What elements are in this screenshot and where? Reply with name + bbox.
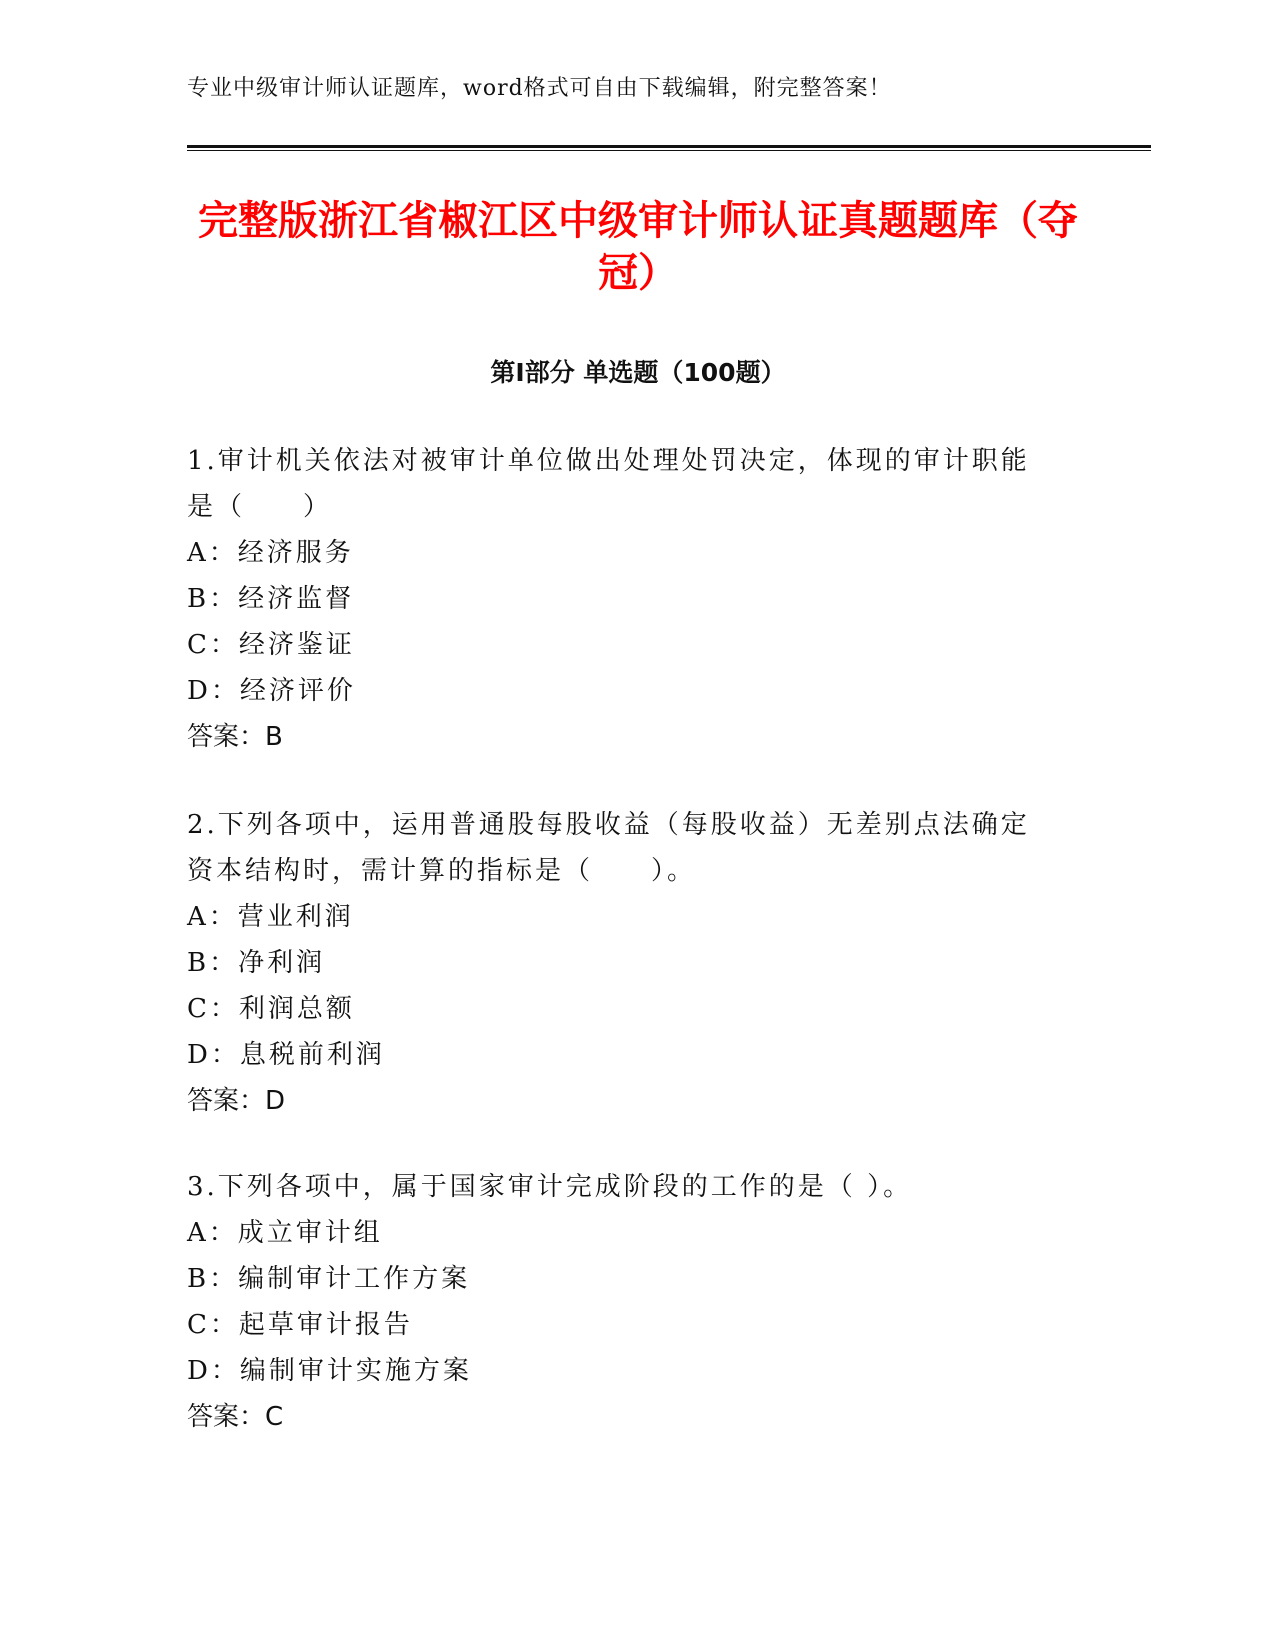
option-b: B：编制审计工作方案 [187, 1264, 471, 1294]
option-d: D：编制审计实施方案 [187, 1356, 472, 1386]
option-a: A：营业利润 [187, 902, 354, 932]
header-divider-thick [187, 145, 1151, 148]
option-b: B：净利润 [187, 948, 326, 978]
option-d: D：息税前利润 [187, 1040, 385, 1070]
question-2 [187, 802, 1057, 1124]
question-stem: 2.下列各项中，运用普通股每股收益（每股收益）无差别点法确定资本结构时，需计算的指标是（ ）。 [187, 810, 1030, 886]
answer: 答案：C [187, 1402, 284, 1432]
option-a: A：经济服务 [187, 538, 354, 568]
question-stem: 3.下列各项中，属于国家审计完成阶段的工作的是（ ）。 [187, 1172, 913, 1202]
question-stem: 1.审计机关依法对被审计单位做出处理处罚决定，体现的审计职能是（ ） [187, 446, 1030, 522]
option-c: C：起草审计报告 [187, 1310, 413, 1340]
document-title: 完整版浙江省椒江区中级审计师认证真题题库（夺冠） [198, 198, 1078, 296]
section-heading: 第Ⅰ部分 单选题（100题） [490, 358, 786, 387]
option-c: C：利润总额 [187, 994, 355, 1024]
question-3 [187, 1164, 1057, 1440]
question-1 [187, 438, 1057, 760]
header-divider-thin [187, 150, 1151, 151]
option-b: B：经济监督 [187, 584, 355, 614]
answer: 答案：B [187, 722, 283, 752]
option-c: C：经济鉴证 [187, 630, 355, 660]
option-d: D：经济评价 [187, 676, 356, 706]
answer: 答案：D [187, 1086, 286, 1116]
option-a: A：成立审计组 [187, 1218, 383, 1248]
page-header: 专业中级审计师认证题库，word格式可自由下载编辑，附完整答案！ [187, 76, 892, 101]
